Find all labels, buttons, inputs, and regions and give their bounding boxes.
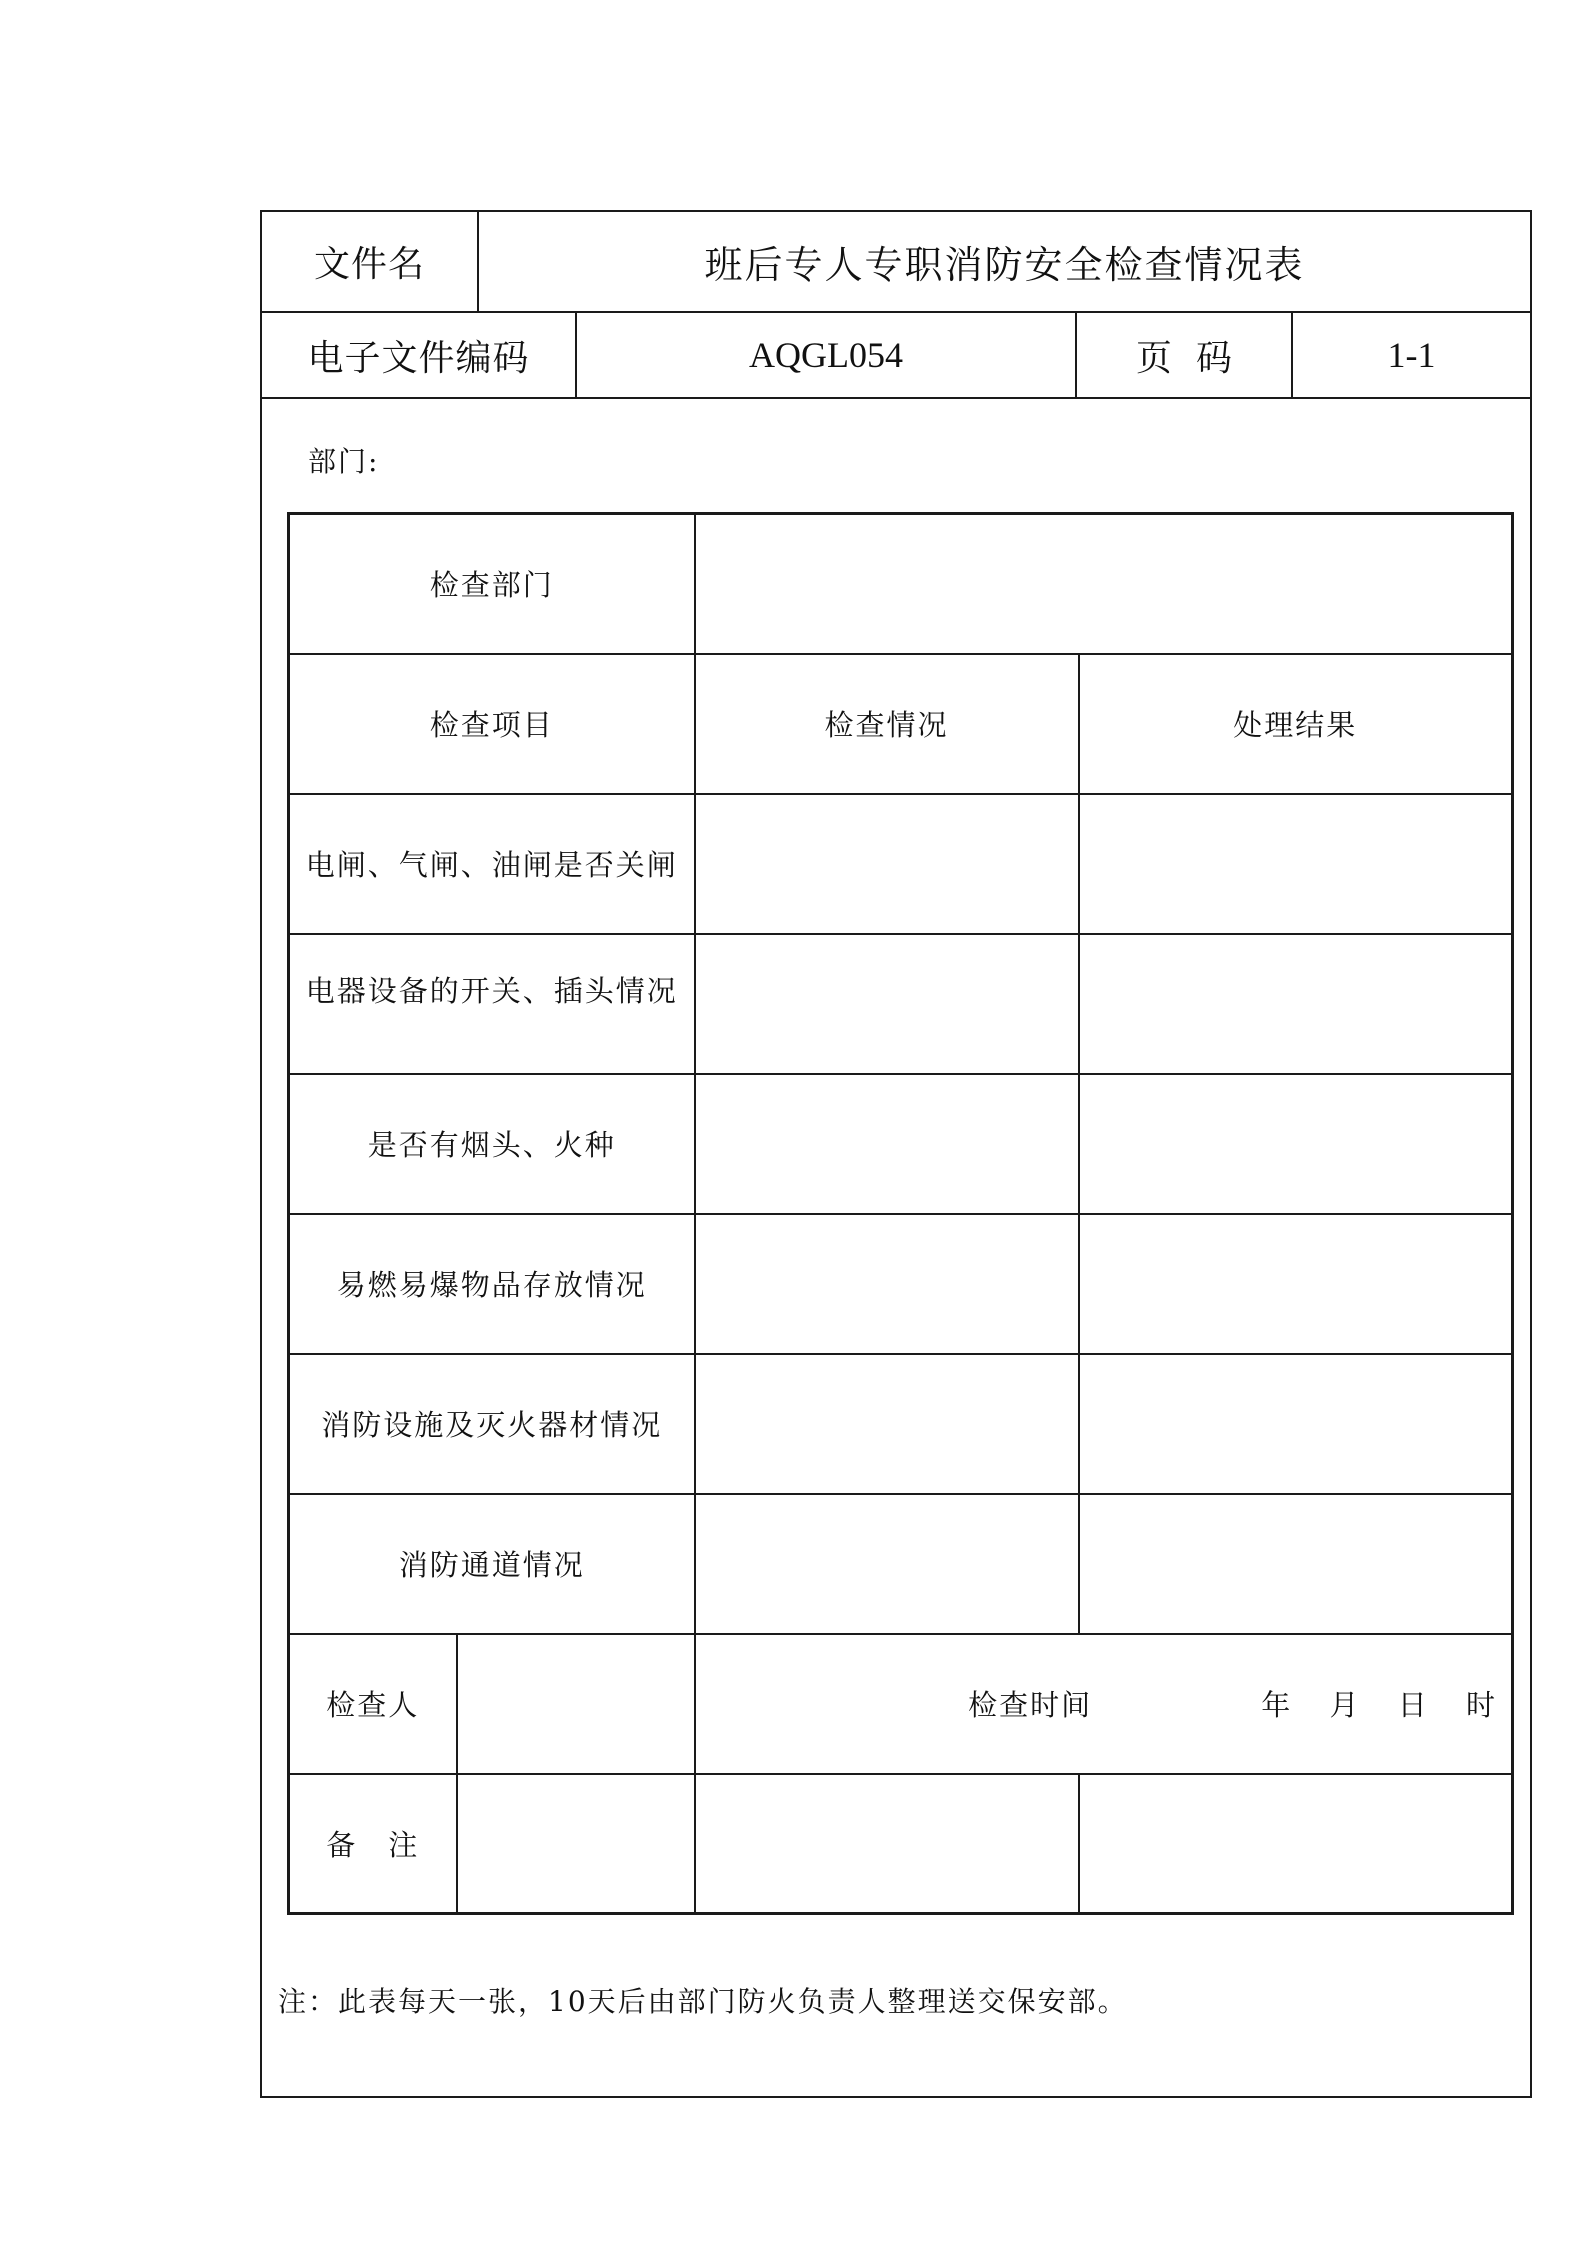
item-label: 电器设备的开关、插头情况 xyxy=(289,934,695,1074)
item-label: 电闸、气闸、油闸是否关闸 xyxy=(289,794,695,934)
hour-unit: 时 xyxy=(1466,1688,1498,1722)
item-label: 易燃易爆物品存放情况 xyxy=(289,1214,695,1354)
code-value: AQGL054 xyxy=(576,312,1076,398)
table-row xyxy=(289,1354,1513,1494)
page-value: 1-1 xyxy=(1292,312,1530,398)
result-field[interactable] xyxy=(1079,1354,1513,1494)
document-header xyxy=(262,212,1530,399)
result-field[interactable] xyxy=(1079,1214,1513,1354)
remarks-label: 备 注 xyxy=(289,1774,457,1914)
inspection-table xyxy=(287,512,1514,1915)
remarks-field-2[interactable] xyxy=(695,1774,1079,1914)
item-label: 是否有烟头、火种 xyxy=(289,1074,695,1214)
status-field[interactable] xyxy=(695,1214,1079,1354)
remarks-row xyxy=(289,1774,1513,1914)
table-row xyxy=(289,794,1513,934)
result-field[interactable] xyxy=(1079,934,1513,1074)
inspect-dept-label: 检查部门 xyxy=(289,514,695,654)
table-row xyxy=(289,934,1513,1074)
year-unit: 年 xyxy=(1261,1688,1293,1722)
status-field[interactable] xyxy=(695,1494,1079,1634)
item-label: 消防设施及灭火器材情况 xyxy=(289,1354,695,1494)
status-field[interactable] xyxy=(695,1354,1079,1494)
col-header-result: 处理结果 xyxy=(1079,654,1513,794)
status-field[interactable] xyxy=(695,934,1079,1074)
time-label: 检查时间 xyxy=(968,1688,1093,1722)
col-header-status: 检查情况 xyxy=(695,654,1079,794)
inspect-dept-field[interactable] xyxy=(695,514,1513,654)
remarks-field-1[interactable] xyxy=(457,1774,695,1914)
inspector-field[interactable] xyxy=(457,1634,695,1774)
result-field[interactable] xyxy=(1079,794,1513,934)
remarks-field-3[interactable] xyxy=(1079,1774,1513,1914)
result-field[interactable] xyxy=(1079,1494,1513,1634)
footnote: 注：此表每天一张，10天后由部门防火负责人整理送交保安部。 xyxy=(278,1985,1128,2018)
column-header-row xyxy=(289,654,1513,794)
table-row xyxy=(289,1074,1513,1214)
result-field[interactable] xyxy=(1079,1074,1513,1214)
department-label: 部门: xyxy=(308,445,380,478)
item-label: 消防通道情况 xyxy=(289,1494,695,1634)
table-row xyxy=(289,1494,1513,1634)
document-title: 班后专人专职消防安全检查情况表 xyxy=(478,212,1530,312)
inspection-time-field[interactable] xyxy=(695,1634,1513,1774)
code-label: 电子文件编码 xyxy=(262,312,576,398)
page-label: 页码 xyxy=(1076,312,1292,398)
month-unit: 月 xyxy=(1329,1688,1361,1722)
status-field[interactable] xyxy=(695,794,1079,934)
document-frame xyxy=(260,210,1532,2098)
inspector-row xyxy=(289,1634,1513,1774)
col-header-item: 检查项目 xyxy=(289,654,695,794)
file-name-label: 文件名 xyxy=(262,212,478,312)
inspect-dept-row xyxy=(289,514,1513,654)
status-field[interactable] xyxy=(695,1074,1079,1214)
inspector-label: 检查人 xyxy=(289,1634,457,1774)
day-unit: 日 xyxy=(1397,1688,1429,1722)
table-row xyxy=(289,1214,1513,1354)
